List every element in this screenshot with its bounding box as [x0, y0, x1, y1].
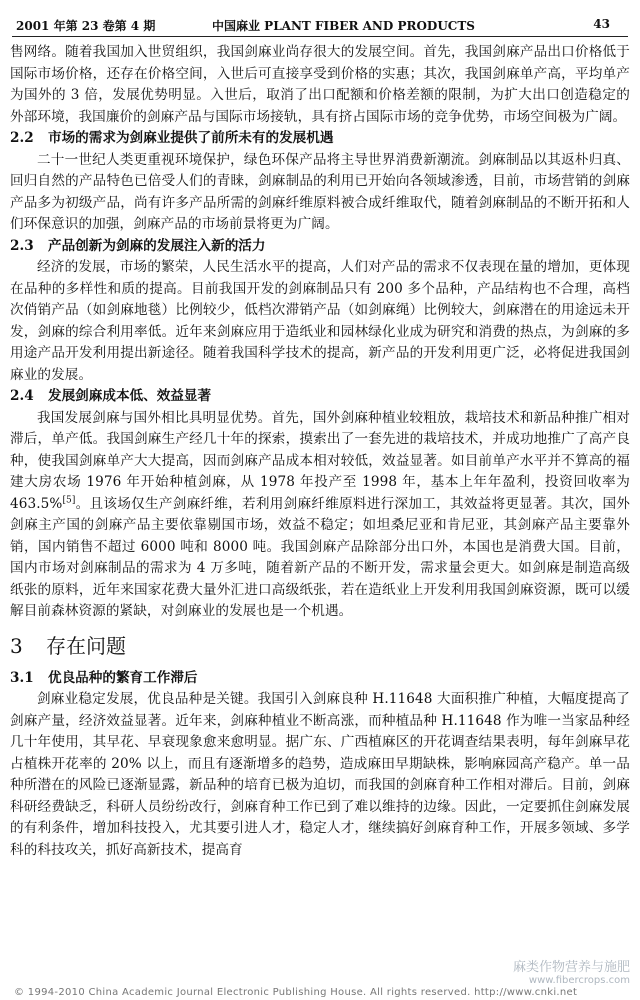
issue-info: 2001 年第 23 卷第 4 期	[16, 19, 156, 33]
watermark-title: 麻类作物营养与施肥	[512, 960, 630, 975]
page-number: 43	[593, 17, 610, 31]
section-heading-3-1	[10, 668, 630, 690]
section-number: 3	[10, 633, 23, 658]
site-watermark	[513, 956, 630, 986]
paragraph-low-cost	[10, 408, 630, 623]
section-heading-2-2	[10, 128, 630, 150]
copyright-footer: © 1994-2010 China Academic Journal Electronic Publishing House. All rights reserved. http://www.cnki.net	[14, 987, 578, 998]
paragraph-text: 。且该场仅生产剑麻纤维，若利用剑麻纤维原料进行深加工，其效益将更显著。其次，国外剑麻主产国的剑麻产品主要依靠剔国市场，效益不稳定；如坦桑尼亚和肯尼亚，其剑麻产品主要靠外销，国内销售不超过 6000 吨和 8000 吨。我国剑麻产品除部分出口外，本国也是消费大国。目前，国内市场对剑麻制品的需求为 4 万多吨，随着新产品的不断开发，需求量会更大。如剑麻是制造高级纸张的原料，近年来国家花费大量外汇进口高级纸张，若在造纸业上开发利用我国剑麻资源，既可以缓解目前森林资源的紧缺，对剑麻业的发展也是一个机遇。	[10, 495, 630, 619]
section-title: 产品创新为剑麻的发展注入新的活力	[48, 237, 266, 254]
page-header	[12, 14, 628, 37]
section-title: 发展剑麻成本低、效益显著	[48, 388, 212, 404]
paragraph-export-advantage: 售网络。随着我国加入世贸组织，我国剑麻业尚存很大的发展空间。首先，我国剑麻产品出口价格低于国际市场价格，还存在价格空间，入世后可直接享受到价格的实惠；其次，我国剑麻单产高，平均单产为国外的 3 倍，发展优势明显。入世后，取消了出口配额和价格差额的限制，为扩大出口创造稳定的外部环境，我国廉价的剑麻产品与国际市场接轨，具有挤占国际市场的竞争优势，市场空间极为广阔。	[10, 44, 630, 125]
section-heading-2-4	[10, 386, 630, 408]
section-title: 市场的需求为剑麻业提供了前所未有的发展机遇	[48, 130, 334, 146]
paragraph-product-innovation: 经济的发展，市场的繁荣，人民生活水平的提高，人们对产品的需求不仅表现在量的增加，更体现在品种的多样性和质的提高。目前我国开发的剑麻制品只有 200 多个品种，产品结构也不合理，高档次俏销产品（如剑麻地毯）比例较少，低档次滞销产品（如剑麻绳）比例较大，剑麻潜在的用途远未开发，剑麻的综合利用率低。近年来剑麻应用于造纸业和园林绿化业成为研究和消费的热点，为剑麻的多用途产品开发利用提出新途径。随着我国科学技术的提高，新产品的开发利用更广泛，必将促进我国剑麻业的发展。	[10, 259, 630, 383]
journal-title: 中国麻业 PLANT FIBER AND PRODUCTS	[212, 19, 475, 33]
section-title: 存在问题	[46, 633, 126, 658]
section-number: 2.2	[10, 130, 34, 146]
section-title: 优良品种的繁育工作滞后	[48, 669, 198, 686]
section-heading-3	[10, 626, 630, 666]
citation-ref: [5]	[62, 494, 76, 505]
article-body	[10, 42, 630, 861]
section-number: 3.1	[10, 669, 34, 686]
section-heading-2-3	[10, 236, 630, 258]
section-number: 2.4	[10, 388, 34, 404]
section-number: 2.3	[10, 237, 34, 254]
paragraph-text: 我国发展剑麻与国外相比具明显优势。首先，国外剑麻种植业较粗放，栽培技术和新品种推广相对滞后，单产低。我国剑麻生产经几十年的探索，摸索出了一套先进的栽培技术，并成功地推广了高产良种，使我国剑麻单产大大提高，因而剑麻产品成本相对较低，效益显著。如目前单产水平并不算高的福建大房农场 1976 年开始种植剑麻，从 1978 年投产至 1998 年，基本上年年盈利，投资回收率为 463.5%	[10, 409, 630, 512]
paragraph-breeding: 剑麻业稳定发展，优良品种是关键。我国引入剑麻良种 H.11648 大面积推广种植，大幅度提高了剑麻产量，经济效益显著。近年来，剑麻种植业不断高涨，而种植品种 H.11648 作为唯一当家品种经几十年使用，其早花、早衰现象愈来愈明显。据广东、广西植麻区的开花调查结果表明，每年剑麻早花占植株开花率的 20% 以上，而且有逐渐增多的趋势，造成麻田早期缺株，影响麻园高产稳产。单一品种所潜在的风险已逐渐显露，新品种的培育已极为迫切，而我国的剑麻育种工作相对滞后。目前，剑麻科研经费缺乏，科研人员纷纷改行，剑麻育种工作已到了难以维持的边缘。因此，一定要抓住剑麻发展的有利条件，增加科技投入，尤其要引进人才，稳定人才，继续搞好剑麻育种工作，开展多领域、多学科的科技攻关，抓好高新技术，提高育	[10, 691, 630, 858]
watermark-url: www.fibercrops.com	[528, 975, 630, 986]
paragraph-market-demand: 二十一世纪人类更重视环境保护，绿色环保产品将主导世界消费新潮流。剑麻制品以其返朴归真、回归自然的产品特色已倍受人们的青睐，剑麻制品的利用已开始向各领域渗透，目前，市场营销的剑麻产品多为初级产品，尚有许多产品所需的剑麻纤维原料被合成纤维取代，随着剑麻制品的不断开拓和人们环保意识的加强，剑麻产品的市场前景将更为广阔。	[10, 151, 630, 232]
